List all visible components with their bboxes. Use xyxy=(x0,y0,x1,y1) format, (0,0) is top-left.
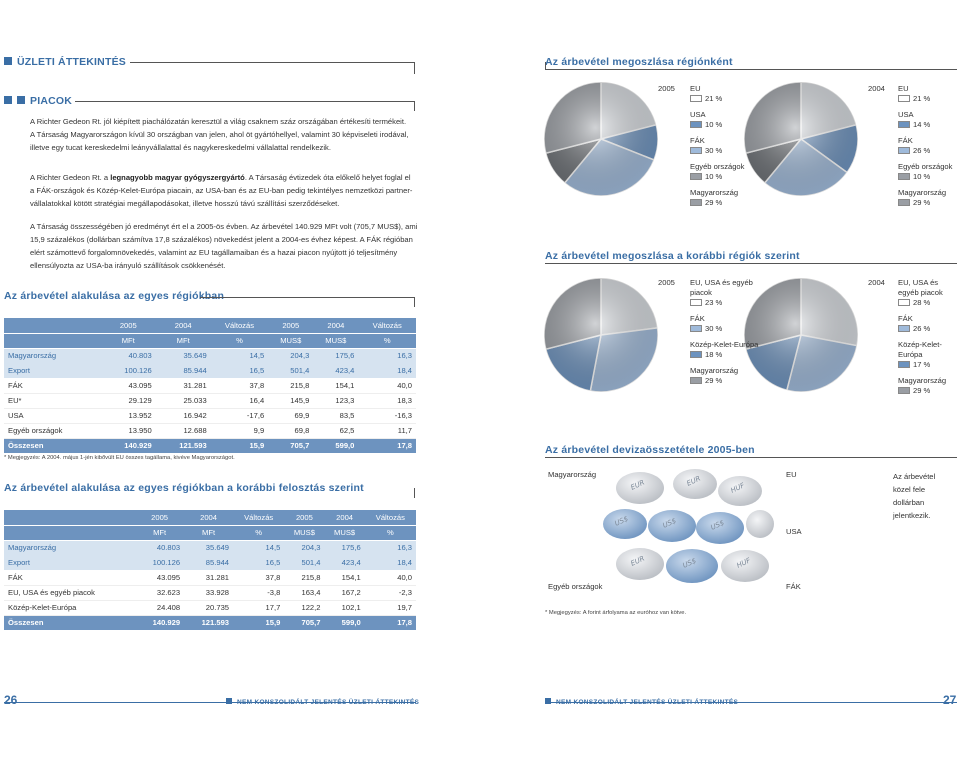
table-cell: 13.952 xyxy=(101,408,156,423)
table-cell: 24.408 xyxy=(135,600,184,615)
legend-2005-regions xyxy=(690,84,770,214)
table-cell: 14,5 xyxy=(211,348,269,363)
table-cell: 15,9 xyxy=(211,438,269,453)
row-label: FÁK xyxy=(4,378,101,393)
square-bullet-icon xyxy=(226,698,232,704)
table-cell: 40.803 xyxy=(101,348,156,363)
row-label xyxy=(4,510,135,525)
legend-item xyxy=(690,366,770,386)
legend-swatch xyxy=(898,299,910,306)
table-cell: 85.944 xyxy=(156,363,211,378)
svg-text:EUR: EUR xyxy=(629,478,646,492)
table-cell: % xyxy=(365,525,416,540)
legend-swatch xyxy=(690,325,702,332)
table-cell: 13.950 xyxy=(101,423,156,438)
table-cell: 215,8 xyxy=(268,378,313,393)
table-cell: Változás xyxy=(365,510,416,525)
table-cell: 140.929 xyxy=(135,615,184,630)
legend-swatch xyxy=(898,147,910,154)
table-cell: 33.928 xyxy=(184,585,233,600)
svg-text:HUF: HUF xyxy=(729,481,746,495)
row-label: Összesen xyxy=(4,438,101,453)
legend-item xyxy=(898,376,958,396)
chart3-label-usa: USA xyxy=(786,527,802,536)
row-label: Egyéb országok xyxy=(4,423,101,438)
table-cell: 31.281 xyxy=(156,378,211,393)
table-cell: 2004 xyxy=(313,318,358,333)
legend-label: FÁK xyxy=(898,314,913,323)
legend-label: Magyarország xyxy=(690,188,739,197)
legend-value: 17 % xyxy=(913,360,931,369)
square-bullet-icon xyxy=(545,698,551,704)
table-row xyxy=(4,540,416,555)
legend-label: EU xyxy=(690,84,701,93)
svg-text:EUR: EUR xyxy=(685,474,702,488)
table-cell: 16,5 xyxy=(211,363,269,378)
table-cell: 37,8 xyxy=(233,570,284,585)
table-cell: 18,4 xyxy=(358,363,416,378)
legend-label: EU, USA és egyéb piacok xyxy=(690,278,753,297)
table2-title: Az árbevétel alakulása az egyes régiókban a korábbi felosztás szerint xyxy=(4,482,364,494)
svg-text:US$: US$ xyxy=(661,516,678,530)
chart3-label-eu: EU xyxy=(786,470,797,479)
table-cell: 19,7 xyxy=(365,600,416,615)
row-label: Magyarország xyxy=(4,348,101,363)
legend-label: EU, USA és egyéb piacok xyxy=(898,278,943,297)
table-cell: 175,6 xyxy=(313,348,358,363)
table-cell: 31.281 xyxy=(184,570,233,585)
table-cell: -3,8 xyxy=(233,585,284,600)
table-cell: 204,3 xyxy=(268,348,313,363)
legend-label: FÁK xyxy=(898,136,913,145)
row-label: USA xyxy=(4,408,101,423)
row-label xyxy=(4,318,101,333)
revenue-old-regions-table xyxy=(4,510,416,630)
legend-value: 18 % xyxy=(705,350,723,359)
table-cell: -2,3 xyxy=(365,585,416,600)
legend-item xyxy=(898,162,958,182)
square-bullet-icon xyxy=(4,57,12,65)
table-cell: % xyxy=(358,333,416,348)
table-row xyxy=(4,570,416,585)
table-row xyxy=(4,423,416,438)
row-label: Közép-Kelet-Európa xyxy=(4,600,135,615)
table-cell: 25.033 xyxy=(156,393,211,408)
pie-shading xyxy=(544,82,658,196)
table-cell: 501,4 xyxy=(284,555,324,570)
table-cell: MUS$ xyxy=(325,525,365,540)
legend-2004-old-regions xyxy=(898,278,958,402)
legend-label: FÁK xyxy=(690,136,705,145)
table-row xyxy=(4,348,416,363)
table-cell: 599,0 xyxy=(325,615,365,630)
chart2-title: Az árbevétel megoszlása a korábbi régiók szerint xyxy=(545,250,800,262)
table-cell: 83,5 xyxy=(313,408,358,423)
table-cell: MUS$ xyxy=(284,525,324,540)
row-label xyxy=(4,333,101,348)
chart3-label-fak: FÁK xyxy=(786,582,801,591)
chart3-footnote: * Megjegyzés: A forint árfolyama az euróhoz van kötve. xyxy=(545,610,687,616)
table-cell: 102,1 xyxy=(325,600,365,615)
subsection-title: PIACOK xyxy=(4,95,72,107)
table-cell: 2005 xyxy=(284,510,324,525)
legend-swatch xyxy=(898,199,910,206)
table-cell: 2004 xyxy=(156,318,211,333)
table-cell: 40.803 xyxy=(135,540,184,555)
legend-swatch xyxy=(690,199,702,206)
table-cell: 29.129 xyxy=(101,393,156,408)
table-cell: 14,5 xyxy=(233,540,284,555)
chart3-title: Az árbevétel devizaösszetétele 2005-ben xyxy=(545,444,755,456)
table-cell: 122,2 xyxy=(284,600,324,615)
divider xyxy=(414,297,415,307)
table-cell: Változás xyxy=(233,510,284,525)
table-cell: 16,3 xyxy=(365,540,416,555)
year-label-2004: 2004 xyxy=(868,84,885,93)
square-bullet-icon xyxy=(17,96,25,104)
table-cell: 37,8 xyxy=(211,378,269,393)
svg-text:US$: US$ xyxy=(613,514,630,528)
row-label: Export xyxy=(4,363,101,378)
table-cell: 2005 xyxy=(135,510,184,525)
chart1-title: Az árbevétel megoszlása régiónként xyxy=(545,56,733,68)
divider xyxy=(414,62,415,74)
table-cell: 18,4 xyxy=(365,555,416,570)
table-cell: 163,4 xyxy=(284,585,324,600)
divider xyxy=(130,62,415,63)
table-row xyxy=(4,525,416,540)
legend-value: 23 % xyxy=(705,298,723,307)
table-cell: 145,9 xyxy=(268,393,313,408)
legend-swatch xyxy=(898,387,910,394)
legend-value: 30 % xyxy=(705,324,723,333)
pie-shading xyxy=(544,278,658,392)
table-cell: 40,0 xyxy=(365,570,416,585)
table-cell: -16,3 xyxy=(358,408,416,423)
table-cell: 423,4 xyxy=(313,363,358,378)
divider xyxy=(414,101,415,111)
table-cell: 43.095 xyxy=(101,378,156,393)
table-cell: 123,3 xyxy=(313,393,358,408)
svg-text:EUR: EUR xyxy=(629,554,646,568)
divider xyxy=(545,457,957,458)
table-cell: MFt xyxy=(101,333,156,348)
legend-label: EU xyxy=(898,84,909,93)
legend-value: 30 % xyxy=(705,146,723,155)
legend-item xyxy=(690,340,770,360)
legend-label: Egyéb országok xyxy=(690,162,745,171)
page-number-left: 26 xyxy=(4,693,18,707)
table-cell: 2004 xyxy=(184,510,233,525)
table-cell: 40,0 xyxy=(358,378,416,393)
table-cell: 204,3 xyxy=(284,540,324,555)
legend-2005-old-regions xyxy=(690,278,770,392)
row-label: FÁK xyxy=(4,570,135,585)
table-cell: MUS$ xyxy=(313,333,358,348)
legend-swatch xyxy=(690,377,702,384)
table1-footnote: * Megjegyzés: A 2004. május 1-jén kibővült EU összes tagállama, kivéve Magyarországot. xyxy=(4,455,235,461)
legend-label: Egyéb országok xyxy=(898,162,953,171)
table-row xyxy=(4,555,416,570)
table1-title: Az árbevétel alakulása az egyes régiókban xyxy=(4,290,225,302)
legend-item xyxy=(898,188,958,208)
table-row xyxy=(4,378,416,393)
table-cell: % xyxy=(233,525,284,540)
legend-item xyxy=(690,110,770,130)
legend-value: 10 % xyxy=(913,172,931,181)
legend-value: 26 % xyxy=(913,324,931,333)
legend-label: Közép-Kelet-Európa xyxy=(898,340,942,359)
table-row xyxy=(4,393,416,408)
table-cell: 175,6 xyxy=(325,540,365,555)
currency-mix-image xyxy=(600,466,775,591)
table-cell: 2005 xyxy=(101,318,156,333)
legend-item xyxy=(898,110,958,130)
table-cell: 15,9 xyxy=(233,615,284,630)
legend-item xyxy=(690,314,770,334)
legend-item xyxy=(690,162,770,182)
table-cell: 69,9 xyxy=(268,408,313,423)
year-label-2005-b: 2005 xyxy=(658,278,675,287)
divider xyxy=(75,101,415,102)
table-cell: 705,7 xyxy=(268,438,313,453)
row-label xyxy=(4,525,135,540)
table-cell: -17,6 xyxy=(211,408,269,423)
divider xyxy=(545,62,546,70)
legend-item xyxy=(690,188,770,208)
table-cell: 154,1 xyxy=(325,570,365,585)
table-row xyxy=(4,585,416,600)
legend-value: 26 % xyxy=(913,146,931,155)
square-bullet-icon xyxy=(4,96,12,104)
table-cell: 501,4 xyxy=(268,363,313,378)
table-cell: 35.649 xyxy=(156,348,211,363)
divider xyxy=(200,297,415,298)
legend-swatch xyxy=(898,95,910,102)
legend-value: 14 % xyxy=(913,120,931,129)
legend-swatch xyxy=(690,351,702,358)
table-cell: 32.623 xyxy=(135,585,184,600)
divider xyxy=(545,263,957,264)
legend-label: FÁK xyxy=(690,314,705,323)
svg-text:US$: US$ xyxy=(681,556,698,570)
row-label: Magyarország xyxy=(4,540,135,555)
legend-value: 28 % xyxy=(913,298,931,307)
legend-swatch xyxy=(898,121,910,128)
chart3-label-magyarorszag: Magyarország xyxy=(548,470,597,479)
table-cell: 20.735 xyxy=(184,600,233,615)
table-cell: MFt xyxy=(135,525,184,540)
table-cell: 17,8 xyxy=(365,615,416,630)
legend-swatch xyxy=(898,361,910,368)
legend-value: 21 % xyxy=(705,94,723,103)
page-number-right: 27 xyxy=(943,693,957,707)
table-row xyxy=(4,510,416,525)
legend-item xyxy=(898,314,958,334)
legend-swatch xyxy=(690,299,702,306)
table-cell: Változás xyxy=(211,318,269,333)
table-cell: 215,8 xyxy=(284,570,324,585)
table-cell: 16.942 xyxy=(156,408,211,423)
legend-item xyxy=(690,84,770,104)
chart3-side-note: Az árbevétel közel fele dollárban jelentkezik. xyxy=(893,472,936,520)
table-cell: 9,9 xyxy=(211,423,269,438)
pie-chart-2005-regions xyxy=(540,78,662,200)
table-cell: 100.126 xyxy=(135,555,184,570)
footer-left: NEM KONSZOLIDÁLT JELENTÉS ÜZLETI ÁTTEKINTÉS xyxy=(226,698,419,706)
divider xyxy=(414,488,415,498)
svg-text:HUF: HUF xyxy=(735,556,752,570)
table-cell: 16,4 xyxy=(211,393,269,408)
table-cell: 16,3 xyxy=(358,348,416,363)
table-cell: 423,4 xyxy=(325,555,365,570)
row-label: Export xyxy=(4,555,135,570)
chart3-label-egyeb: Egyéb országok xyxy=(548,582,603,591)
table-row xyxy=(4,438,416,453)
table-cell: MFt xyxy=(184,525,233,540)
table-cell: 69,8 xyxy=(268,423,313,438)
table-cell: 16,5 xyxy=(233,555,284,570)
intro-paragraph: A Richter Gedeon Rt. jól kiépített piachálózatán keresztül a világ csaknem száz országában értékesíti termékeit. A Társaság Magyarországon kívül 30 országban van jelen, ahol öt gyártóhellyel, valamint 30 képviseleti irodával, illetve egy tucat kereskedelmi leányvállalattal és nagykereskedelmi vállalattal rendelkezik. xyxy=(30,117,409,152)
legend-value: 21 % xyxy=(913,94,931,103)
row-label: Összesen xyxy=(4,615,135,630)
divider xyxy=(545,69,957,70)
legend-value: 29 % xyxy=(913,198,931,207)
svg-text:US$: US$ xyxy=(709,518,726,532)
legend-value: 29 % xyxy=(913,386,931,395)
legend-label: USA xyxy=(690,110,706,119)
legend-value: 29 % xyxy=(705,198,723,207)
table-cell: 100.126 xyxy=(101,363,156,378)
section-title: ÜZLETI ÁTTEKINTÉS xyxy=(4,56,126,68)
table-row xyxy=(4,363,416,378)
table-cell: 2004 xyxy=(325,510,365,525)
legend-item xyxy=(898,84,958,104)
legend-label: Magyarország xyxy=(898,188,947,197)
year-label-2005: 2005 xyxy=(658,84,675,93)
pie-chart-2005-old-regions xyxy=(540,274,662,396)
legend-value: 10 % xyxy=(705,172,723,181)
legend-item xyxy=(898,278,958,308)
table-cell: 17,8 xyxy=(358,438,416,453)
table-cell: MFt xyxy=(156,333,211,348)
row-label: EU* xyxy=(4,393,101,408)
table-cell: MUS$ xyxy=(268,333,313,348)
legend-swatch xyxy=(898,173,910,180)
table-cell: 154,1 xyxy=(313,378,358,393)
row-label: EU, USA és egyéb piacok xyxy=(4,585,135,600)
legend-swatch xyxy=(898,325,910,332)
legend-label: Magyarország xyxy=(690,366,739,375)
table-cell: 705,7 xyxy=(284,615,324,630)
table-cell: % xyxy=(211,333,269,348)
table-row xyxy=(4,600,416,615)
table-cell: 62,5 xyxy=(313,423,358,438)
legend-swatch xyxy=(690,121,702,128)
legend-item xyxy=(690,136,770,156)
table-cell: 121.593 xyxy=(184,615,233,630)
table-cell: 43.095 xyxy=(135,570,184,585)
table-cell: 17,7 xyxy=(233,600,284,615)
legend-label: Közép-Kelet-Európa xyxy=(690,340,759,349)
legend-swatch xyxy=(690,95,702,102)
table-cell: 35.649 xyxy=(184,540,233,555)
legend-value: 10 % xyxy=(705,120,723,129)
legend-label: Magyarország xyxy=(898,376,947,385)
table-row xyxy=(4,333,416,348)
table-cell: Változás xyxy=(358,318,416,333)
legend-label: USA xyxy=(898,110,914,119)
results-paragraph: A Társaság összességében jó eredményt ért el a 2005-ös évben. Az árbevétel 140.929 MFt volt (705,7 MUS$), ami 15,9 százalékos (dollárban számítva 17,8 százalékos) növekedést jelent a 2004-es évhez képest. A FÁK régióban elért számottevő forgalomnövekedés, valamint az EU tagállamaiban és a hazai piacon nyújtott jó teljesítmény ellensúlyozta az USA-ba irányuló szállítások csökkenését. xyxy=(30,222,418,270)
table-cell: 18,3 xyxy=(358,393,416,408)
legend-2004-regions xyxy=(898,84,958,214)
revenue-by-region-table xyxy=(4,318,416,453)
legend-item xyxy=(690,278,770,308)
table-row xyxy=(4,408,416,423)
legend-value: 29 % xyxy=(705,376,723,385)
market-paragraph: A Richter Gedeon Rt. a legnagyobb magyar gyógyszergyártó. A Társaság évtizedek óta előkelő helyet foglal el a FÁK-országok és Közép-Kelet-Európa piacain, az USA-ban és az EU-ban pedig tekintélyes nemzetközi partner- vállalatokkal kötött stratégiai megállapodásokat, illetve hosszú távú szállítási szerződéseket. xyxy=(30,173,413,208)
table-cell: 2005 xyxy=(268,318,313,333)
table-cell: 12.688 xyxy=(156,423,211,438)
table-row xyxy=(4,615,416,630)
table-cell: 11,7 xyxy=(358,423,416,438)
table-row xyxy=(4,318,416,333)
table-cell: 140.929 xyxy=(101,438,156,453)
footer-right: NEM KONSZOLIDÁLT JELENTÉS ÜZLETI ÁTTEKINTÉS xyxy=(545,698,738,706)
legend-item xyxy=(898,136,958,156)
table-cell: 167,2 xyxy=(325,585,365,600)
table-cell: 85.944 xyxy=(184,555,233,570)
year-label-2004-b: 2004 xyxy=(868,278,885,287)
legend-swatch xyxy=(690,147,702,154)
table-cell: 121.593 xyxy=(156,438,211,453)
table-cell: 599,0 xyxy=(313,438,358,453)
legend-item xyxy=(898,340,958,370)
legend-swatch xyxy=(690,173,702,180)
